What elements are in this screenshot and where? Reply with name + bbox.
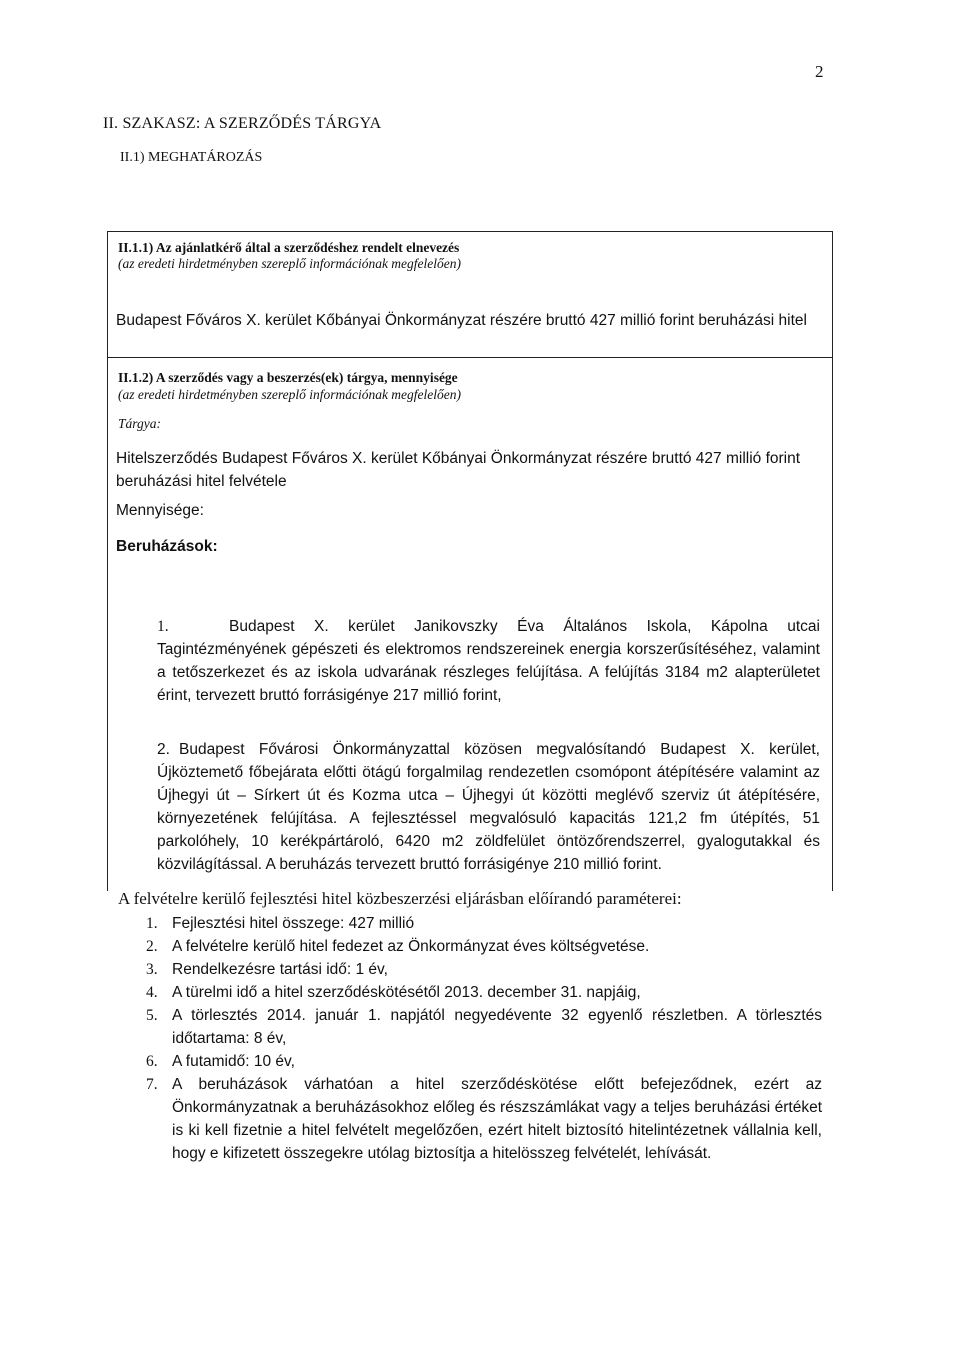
requirement-number: 3. <box>146 961 158 978</box>
investment-item <box>157 615 820 707</box>
item2-note: (az eredeti hirdetményben szereplő információnak megfelelően) <box>118 387 462 402</box>
requirement-number: 7. <box>146 1076 158 1093</box>
requirement-number: 5. <box>146 1007 158 1024</box>
subsection-title: II.1) MEGHATÁROZÁS <box>120 150 263 165</box>
requirement-item <box>146 958 822 981</box>
subject-label: Tárgya: <box>118 416 161 431</box>
investment-text: Budapest Fővárosi Önkormányzattal közösen megvalósítandó Budapest X. kerület, Újköztemető főbejárata előtti ötágú forgalmilag rendezetlen csomópont átépítésére valamint az Újhegyi út – Sírkert út és Kozma utca – Újhegyi út közötti meglévő szerviz út átépítésére, környezetének felújítása. A fejlesztéssel megvalósuló kapacitás 121,2 fm útépítés, 51 parkolóhely, 10 kerékpártároló, 6420 m2 zöldfelület öntözőrendszerrel, gyalogutakkal és közvilágítással. A beruházás tervezett bruttó forrásigénye 210 millió forint. <box>157 741 820 873</box>
requirement-text: Rendelkezésre tartási idő: 1 év, <box>172 961 388 978</box>
investment-item <box>157 738 820 876</box>
item1-note: (az eredeti hirdetményben szereplő információnak megfelelően) <box>118 256 462 271</box>
item-divider <box>107 357 832 358</box>
investment-number: 2. <box>157 741 170 758</box>
requirement-number: 1. <box>146 915 158 932</box>
section-title: II. SZAKASZ: A SZERZŐDÉS TÁRGYA <box>103 115 382 132</box>
requirements-list <box>146 912 822 1165</box>
requirement-item <box>146 912 822 935</box>
requirement-number: 4. <box>146 984 158 1001</box>
requirement-item <box>146 1050 822 1073</box>
investment-text: Budapest X. kerület Janikovszky Éva Általános Iskola, Kápolna utcai Tagintézményének gépészeti és elektromos rendszereinek energia korszerűsítéséhez, valamint a tetőszerkezet és az iskola udvarának részleges felújítása. A felújítás 3184 m2 alapterületet érint, tervezett bruttó forrásigénye 217 millió forint, <box>157 618 820 704</box>
requirement-text: A beruházások várhatóan a hitel szerződéskötése előtt befejeződnek, ezért az Önkormányzatnak a beruházásokhoz előleg és részszámlákat vagy a teljes beruházási értéket is ki kell fizetnie a hitel felvételt megelőzően, ezért hitelt biztosító hitelintézetnek vállalnia kell, hogy e kifizetett összegekre utólag biztosítja a hitelösszeg felvételét, lehívását. <box>172 1076 822 1162</box>
item1-value: Budapest Főváros X. kerület Kőbányai Önkormányzat részére bruttó 427 millió forint beruházási hitel <box>116 312 807 329</box>
requirement-item <box>146 1073 822 1165</box>
quantity-label: Mennyisége: <box>116 502 204 519</box>
investment-number: 1. <box>157 618 169 635</box>
requirement-text: A türelmi idő a hitel szerződéskötésétől 2013. december 31. napjáig, <box>172 984 641 1001</box>
requirement-item <box>146 935 822 958</box>
requirement-item <box>146 981 822 1004</box>
requirement-text: A felvételre kerülő hitel fedezet az Önkormányzat éves költségvetése. <box>172 938 650 955</box>
box-top-border <box>107 231 832 232</box>
investments-label: Beruházások: <box>116 538 218 555</box>
item1-heading: II.1.1) Az ajánlatkérő által a szerződéshez rendelt elnevezés <box>118 240 460 255</box>
item2-heading: II.1.2) A szerződés vagy a beszerzés(ek) tárgya, mennyisége <box>118 370 458 385</box>
requirement-number: 2. <box>146 938 158 955</box>
page-number: 2 <box>815 62 824 81</box>
requirement-item <box>146 1004 822 1050</box>
requirement-text: A futamidő: 10 év, <box>172 1053 295 1070</box>
requirement-text: Fejlesztési hitel összege: 427 millió <box>172 915 415 932</box>
requirement-number: 6. <box>146 1053 158 1070</box>
requirement-text: A törlesztés 2014. január 1. napjától negyedévente 32 egyenlő részletben. A törlesztés időtartama: 8 év, <box>172 1007 822 1047</box>
subject-value: Hitelszerződés Budapest Főváros X. kerület Kőbányai Önkormányzat részére bruttó 427 millió forint beruházási hitel felvétele <box>116 450 801 490</box>
requirements-title: A felvételre kerülő fejlesztési hitel közbeszerzési eljárásban előírandó paraméterei: <box>118 889 682 908</box>
